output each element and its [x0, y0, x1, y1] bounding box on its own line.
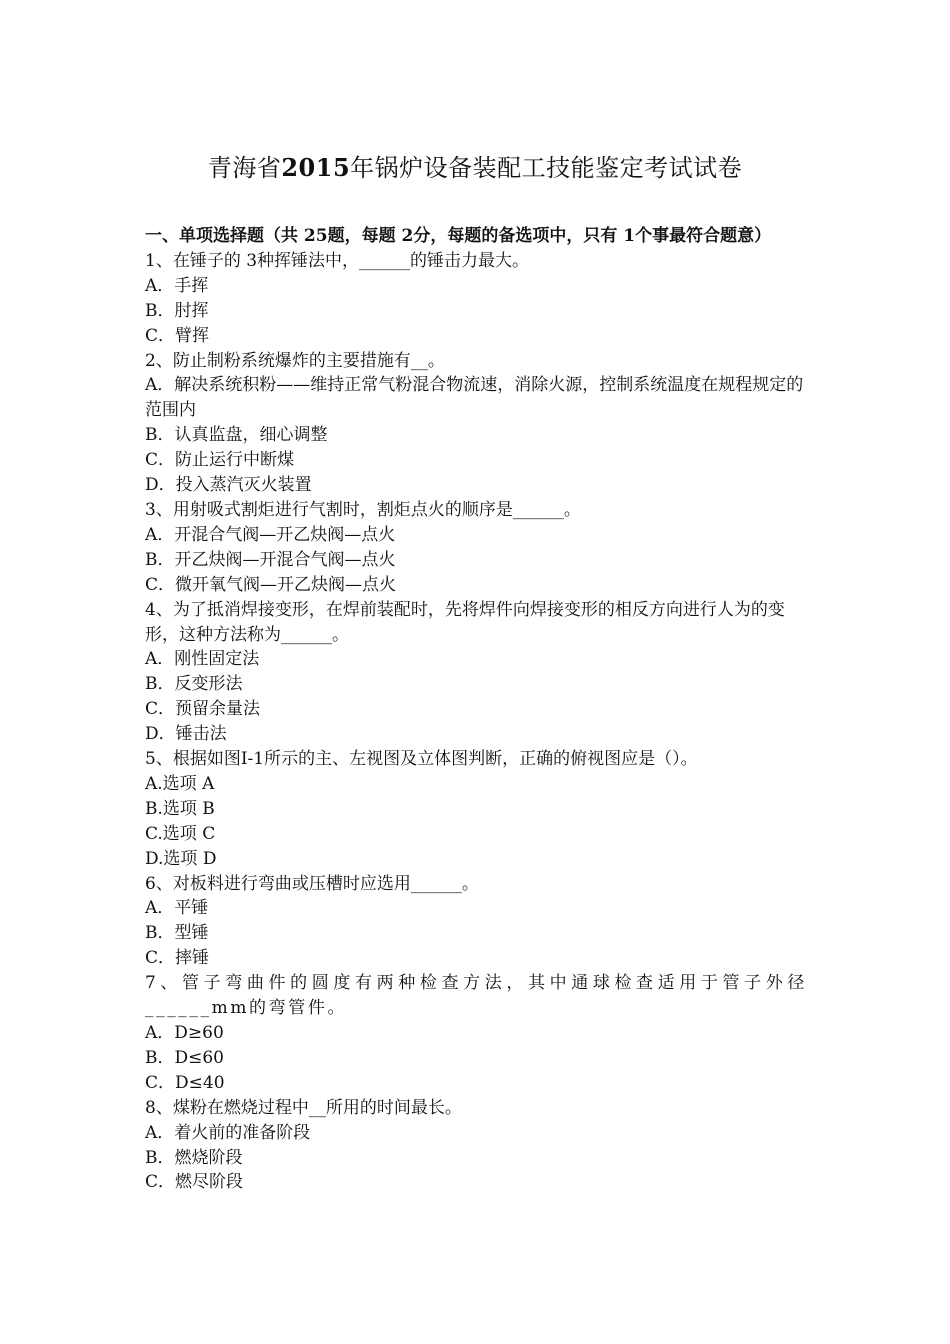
question-4-option-d: D．锤击法 [145, 724, 227, 745]
question-2-option-a: A．解决系统积粉——维持正常气粉混合物流速，消除火源，控制系统温度在规程规定的范围内 [145, 375, 804, 421]
question-2-option-c: C．防止运行中断煤 [145, 450, 295, 471]
question-3-stem: 3、用射吸式割炬进行气割时，割炬点火的顺序是______。 [145, 499, 581, 520]
question-4-stem: 4、为了抵消焊接变形，在焊前装配时，先将焊件向焊接变形的相反方向进行人为的变形，这种方法称为______。 [145, 599, 785, 645]
question-2-option-d: D．投入蒸汽灭火装置 [145, 475, 312, 496]
question-6-stem: 6、对板料进行弯曲或压槽时应选用______。 [145, 873, 479, 894]
question-5-option-a: A.选项 A [145, 773, 215, 794]
document-title [0, 152, 950, 184]
section-heading: 一、单项选择题（共 25题，每题 2分，每题的备选项中，只有 1个事最符合题意） [145, 226, 772, 246]
question-4-option-c: C．预留余量法 [145, 699, 261, 720]
question-2-option-b: B．认真监盘，细心调整 [145, 425, 328, 446]
question-7-option-b: B．D≤60 [145, 1047, 224, 1068]
question-8-option-a: A．着火前的准备阶段 [145, 1122, 311, 1143]
title-prefix: 青海省 [207, 154, 282, 182]
question-1-option-a: A．手挥 [145, 275, 209, 296]
question-6-option-b: B．型锤 [145, 923, 209, 944]
question-5-option-b: B.选项 B [145, 798, 215, 819]
question-8-stem: 8、煤粉在燃烧过程中__所用的时间最长。 [145, 1097, 462, 1118]
question-7-option-a: A．D≥60 [145, 1023, 224, 1043]
question-8-option-c: C．燃尽阶段 [145, 1172, 244, 1193]
question-7-stem: 7、管子弯曲件的圆度有两种检查方法，其中通球检查适用于管子外径______mm的弯管件。 [145, 973, 807, 1019]
question-5-stem: 5、根据如图Ⅰ-1所示的主、左视图及立体图判断，正确的俯视图应是（）。 [145, 749, 698, 770]
exam-content [145, 224, 807, 1195]
question-1-stem: 1、在锤子的 3种挥锤法中，______的锤击力最大。 [145, 250, 530, 271]
question-2-stem: 2、防止制粉系统爆炸的主要措施有__。 [145, 350, 445, 371]
question-1-option-b: B．肘挥 [145, 300, 209, 321]
question-3-option-a: A．开混合气阀—开乙炔阀—点火 [145, 524, 396, 545]
question-3-option-b: B．开乙炔阀—开混合气阀—点火 [145, 549, 396, 570]
question-8-option-b: B．燃烧阶段 [145, 1147, 243, 1168]
title-year: 2015 [281, 153, 351, 182]
question-4-option-b: B．反变形法 [145, 674, 243, 695]
question-7-option-c: C．D≤40 [145, 1072, 225, 1093]
question-3-option-c: C．微开氧气阀—开乙炔阀—点火 [145, 574, 397, 595]
question-5-option-c: C.选项 C [145, 823, 216, 844]
question-4-option-a: A．刚性固定法 [145, 649, 260, 670]
question-5-option-d: D.选项 D [145, 848, 217, 869]
question-6-option-a: A．平锤 [145, 898, 209, 919]
question-1-option-c: C．臂挥 [145, 325, 210, 346]
title-suffix: 年锅炉设备装配工技能鉴定考试试卷 [350, 154, 743, 182]
question-6-option-c: C．摔锤 [145, 948, 210, 969]
